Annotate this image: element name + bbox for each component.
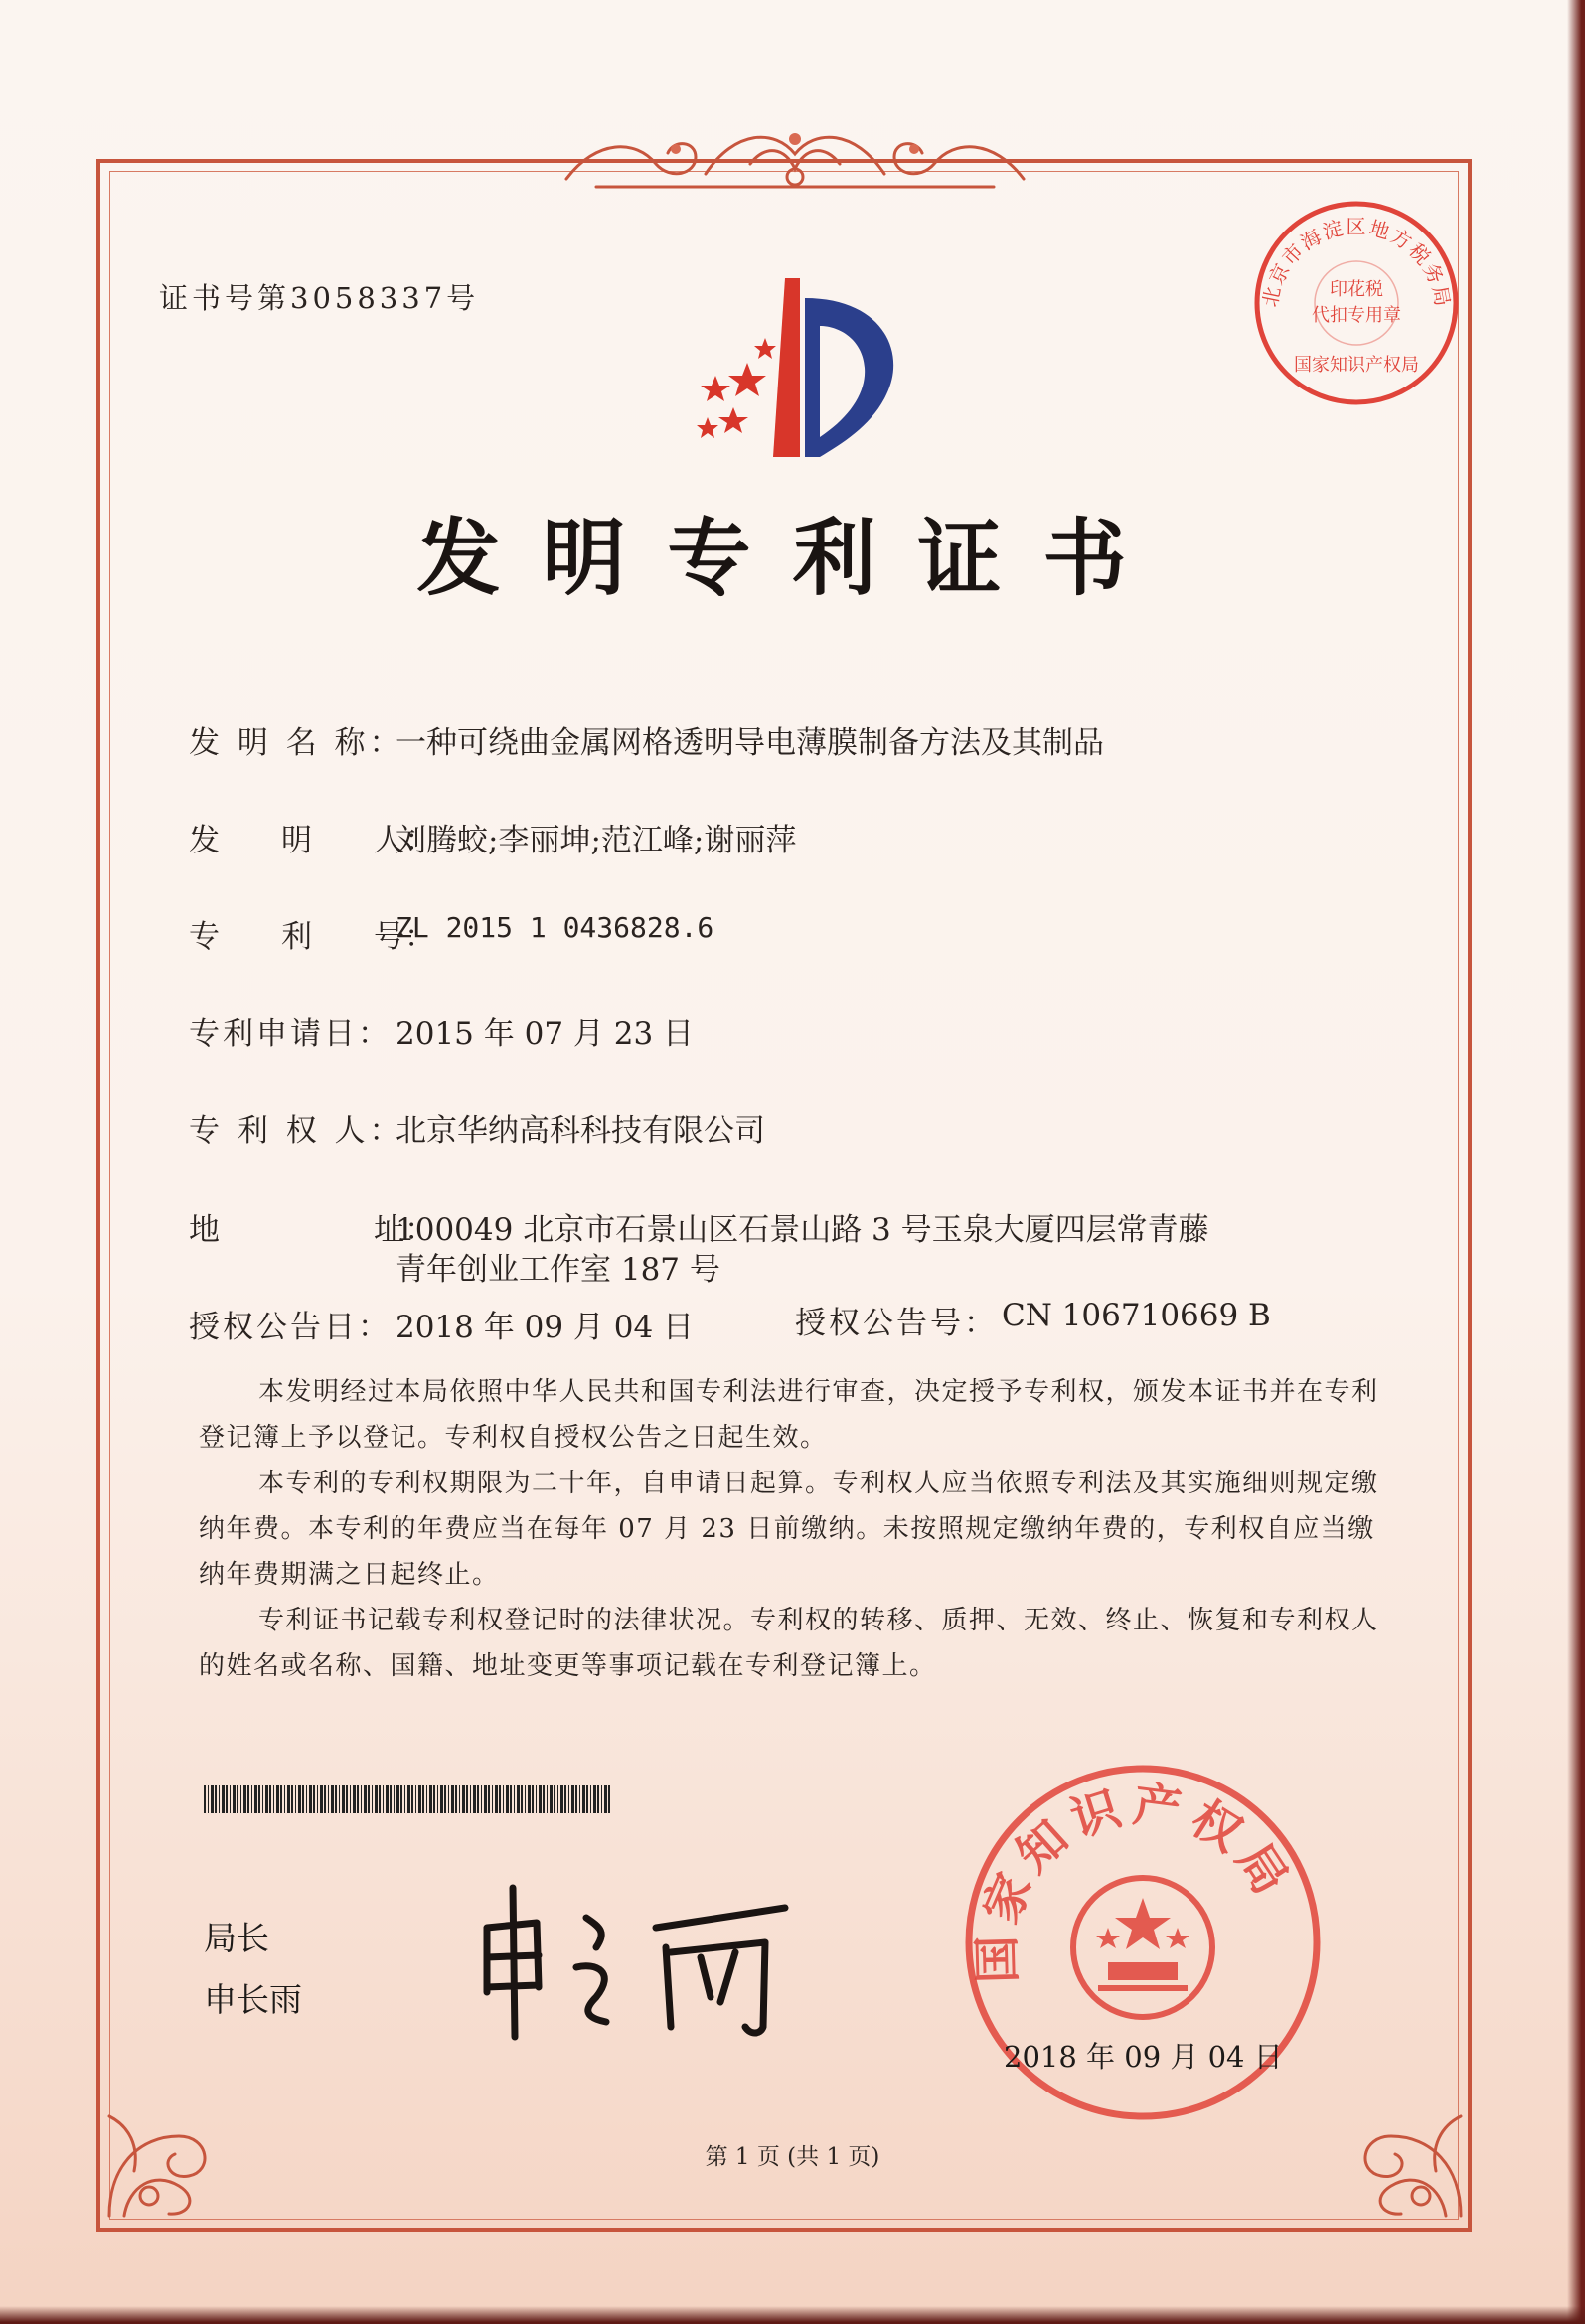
patentee-value: 北京华纳高科科技有限公司 (396, 1113, 765, 1149)
cover-edge-bottom (0, 2306, 1585, 2324)
field-label: 专 利 号： (189, 919, 435, 955)
certificate-title: 发明专利证书 (416, 510, 1169, 607)
tax-stamp-bottom: 国家知识产权局 (1294, 355, 1419, 376)
top-ornament-icon (556, 119, 1033, 199)
statement-paragraph: 本发明经过本局依照中华人民共和国专利法进行审查，决定授予专利权，颁发本证书并在专利登记簿上予以登记。专利权自授权公告之日起生效。 (199, 1377, 1379, 1453)
application-date-value: 2015 年 07 月 23 日 (396, 1016, 695, 1052)
director-signature-icon (467, 1878, 825, 2047)
certificate-number: 证书号第3058337号 (159, 281, 480, 315)
field-label: 发 明 人： (189, 823, 435, 858)
statement-paragraph: 本专利的专利权期限为二十年，自申请日起算。专利权人应当依照专利法及其实施细则规定缴纳年费。本专利的年费应当在每年 07 月 23 日前缴纳。未按照规定缴纳年费的，专利权自应当缴纳年费期满之日起终止。 (199, 1469, 1379, 1590)
seal-emblem-icon (1073, 1878, 1212, 2017)
barcode (204, 1785, 611, 1813)
field-label: 授权公告日： (189, 1310, 392, 1345)
field-label: 专 利 权 人： (189, 1113, 404, 1149)
grant-number-value: CN 106710669 B (1002, 1298, 1271, 1333)
patent-number-value: ZL 2015 1 0436828.6 (396, 911, 714, 944)
cover-edge-right (1567, 0, 1585, 2324)
director-title: 局长 (204, 1919, 269, 1957)
tax-stamp-inner-2: 代扣专用章 (1312, 305, 1401, 326)
field-label: 专利申请日： (189, 1016, 392, 1052)
page-number: 第 1 页 (共 1 页) (705, 2144, 880, 2170)
field-label: 授权公告号： (795, 1306, 998, 1341)
seal-ring-text: 国家知识产权局 (969, 1777, 1303, 1984)
field-label: 发 明 名 称： (189, 725, 404, 761)
statement-text (199, 1369, 1381, 1689)
field-label: 地 址： (189, 1212, 435, 1248)
tax-stamp-seal (1247, 194, 1466, 412)
address-line-1: 100049 北京市石景山区石景山路 3 号玉泉大厦四层常青藤 (396, 1212, 1209, 1248)
inventors-value: 刘腾蛟;李丽坤;范江峰;谢丽萍 (396, 823, 797, 858)
statement-paragraph: 专利证书记载专利权登记时的法律状况。专利权的转移、质押、无效、终止、恢复和专利权人的姓名或名称、国籍、地址变更等事项记载在专利登记簿上。 (199, 1606, 1379, 1681)
address-line-2: 青年创业工作室 187 号 (396, 1252, 720, 1288)
director-name: 申长雨 (204, 1980, 302, 2019)
tax-stamp-inner-1: 印花税 (1330, 279, 1383, 300)
cipo-logo-icon (656, 268, 924, 467)
invention-name-value: 一种可绕曲金属网格透明导电薄膜制备方法及其制品 (396, 725, 1104, 761)
grant-date-value: 2018 年 09 月 04 日 (396, 1310, 695, 1345)
seal-date: 2018 年 09 月 04 日 (1004, 2040, 1283, 2074)
tax-stamp-ring-text: 北京市海淀区地方税务局 (1257, 214, 1456, 310)
